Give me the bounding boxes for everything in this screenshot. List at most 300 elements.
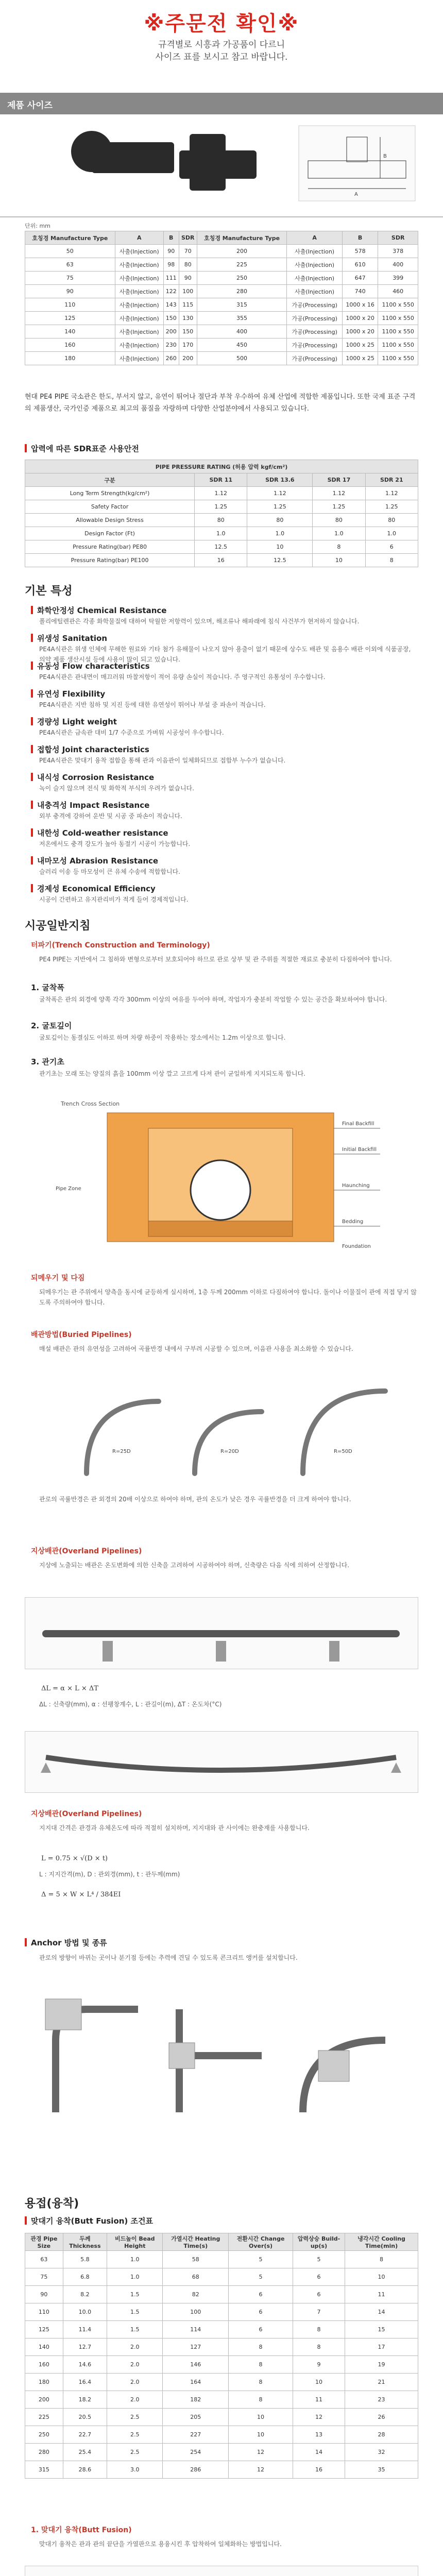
pressure-row-cell: 1.12 — [365, 487, 418, 500]
spec-row-cell: 1100 x 550 — [378, 338, 418, 352]
fusion-cell: 205 — [163, 2409, 229, 2426]
feature-text: 저온에서도 충격 강도가 높아 동절기 시공이 가능합니다. — [39, 840, 191, 848]
pressure-row-cell: 10 — [313, 554, 365, 567]
bend-lbl-b: R=20D — [220, 1449, 239, 1454]
accent-bar — [31, 689, 33, 698]
spec-row-cell: 사출(Injection) — [115, 312, 163, 325]
feature-text: PE4A식관은 맞대기 융착 접합을 통해 관과 이음관이 일체화되므로 접합부 누수가 없습니다. — [39, 757, 286, 764]
fusion-cell: 17 — [345, 2338, 418, 2356]
fusion-cell: 26 — [345, 2409, 418, 2426]
guide-sub1-text: 굴착폭은 관의 외경에 양쪽 각각 300mm 이상의 여유를 두어야 하며, 작업자가 충분히 작업할 수 있는 공간을 확보하여야 합니다. — [39, 996, 387, 1003]
trench-label: Trench Cross Section — [61, 1100, 120, 1107]
spec-row-cell: 사출(Injection) — [115, 338, 163, 352]
pressure-row-cell: Pressure Rating(bar) PE100 — [25, 554, 195, 567]
bend-lbl-a: R=25D — [112, 1449, 131, 1454]
feature-heading-text: 내충격성 Impact Resistance — [37, 801, 150, 810]
pressure-row-cell: 12.5 — [195, 540, 247, 554]
accent-bar — [31, 884, 33, 892]
guide-h4: 지상배관(Overland Pipelines) — [31, 1547, 142, 1555]
fusion-cell: 14 — [345, 2303, 418, 2321]
fusion-cell: 100 — [163, 2303, 229, 2321]
feature-heading-text: 화학안정성 Chemical Resistance — [37, 606, 167, 615]
fusion-table — [25, 2233, 418, 2479]
fusion-cell: 11.4 — [63, 2321, 107, 2338]
spec-row-cell: 가공(Processing) — [287, 298, 343, 312]
fusion-cell: 5.8 — [63, 2251, 107, 2268]
fusion-cell: 5 — [293, 2251, 345, 2268]
spec-row-cell: 사출(Injection) — [287, 285, 343, 298]
fusion-cell: 2.0 — [107, 2356, 163, 2374]
feature-heading — [31, 716, 117, 727]
support-drawing — [25, 1731, 418, 1793]
guide-p1: PE4 PIPE는 지반에서 그 침하와 변형으로부터 보호되어야 하므로 관로 상부 및 관 주위를 적절한 재료로 충분히 다짐하여야 합니다. — [39, 956, 392, 963]
fusion-cell: 6.8 — [63, 2268, 107, 2286]
accent-bar — [25, 1938, 27, 1946]
guide-p3: 매설 배관은 관의 유연성을 고려하여 곡률반경 내에서 구부려 시공할 수 있으며, 이음관 사용을 최소화할 수 있습니다. — [39, 1345, 353, 1352]
fusion-cell: 2.0 — [107, 2374, 163, 2391]
guide-p6: 관로의 방향이 바뀌는 곳이나 분기점 등에는 추력에 견딜 수 있도록 콘크리트 앵커를 설치합니다. — [39, 1954, 298, 1961]
guide-sub3: 3. 관기초 — [31, 1057, 64, 1066]
fusion-cell: 7 — [293, 2303, 345, 2321]
pressure-row-cell: Allowable Design Stress — [25, 514, 195, 527]
guide-h5: 지상배관(Overland Pipelines) — [31, 1810, 142, 1818]
spec-row-cell: 170 — [179, 338, 197, 352]
spec-th: 호칭경 Manufacture Type — [197, 231, 287, 245]
trench-lbl-a: Final Backfill — [342, 1121, 374, 1127]
fusion-cell: 200 — [25, 2391, 63, 2409]
spec-row-cell: 400 — [197, 325, 287, 338]
spec-row-cell: 1000 x 16 — [342, 298, 378, 312]
pressure-table — [25, 460, 418, 567]
spec-row-cell: 1000 x 25 — [342, 352, 378, 365]
spec-row-cell: 100 — [179, 285, 197, 298]
spec-row — [25, 285, 418, 298]
pressure-row-cell: 8 — [313, 540, 365, 554]
spec-th: B — [163, 231, 179, 245]
spec-row-cell: 111 — [163, 272, 179, 285]
fusion-cell: 225 — [25, 2409, 63, 2426]
accent-bar — [31, 606, 33, 614]
pressure-subtitle — [25, 443, 139, 454]
spec-row — [25, 325, 418, 338]
fusion-cell: 140 — [25, 2338, 63, 2356]
fusion-row — [25, 2286, 418, 2303]
spec-row — [25, 298, 418, 312]
spec-row-cell: 400 — [378, 258, 418, 272]
spec-row-cell: 가공(Processing) — [287, 325, 343, 338]
pressure-row-cell: 1.12 — [313, 487, 365, 500]
spec-row-cell: 사출(Injection) — [115, 325, 163, 338]
fusion-cell: 2.5 — [107, 2426, 163, 2444]
fusion-cell: 21 — [345, 2374, 418, 2391]
fusion-cell: 3.0 — [107, 2461, 163, 2479]
pressure-row-cell: Safety Factor — [25, 500, 195, 514]
guide-title: 시공일반지침 — [25, 920, 91, 933]
spec-row-cell: 90 — [179, 272, 197, 285]
accent-bar — [31, 856, 33, 865]
fusion-cell: 2.5 — [107, 2409, 163, 2426]
guide-p3b: 관로의 곡률반경은 관 외경의 20배 이상으로 하여야 하며, 관의 온도가 낮은 경우 곡률반경을 더 크게 하여야 합니다. — [39, 1496, 351, 1503]
spec-row-cell: 가공(Processing) — [287, 352, 343, 365]
fusion-row — [25, 2374, 418, 2391]
tab-product-size: 제품 사이즈 — [0, 93, 443, 114]
fusion-cell: 11 — [345, 2286, 418, 2303]
fusion-cell: 6 — [229, 2303, 293, 2321]
pressure-row-cell: 16 — [195, 554, 247, 567]
trench-lbl-c: Haunching — [342, 1183, 370, 1189]
spec-row-cell: 90 — [25, 285, 115, 298]
feature-text: 외부 충격에 강하여 운반 및 시공 중 파손이 적습니다. — [39, 812, 182, 820]
tee-dimension-drawing — [298, 125, 416, 202]
pressure-th: SDR 11 — [195, 473, 247, 487]
accent-bar — [25, 2216, 27, 2225]
spec-row-cell: 125 — [25, 312, 115, 325]
pressure-th: 구분 — [25, 473, 195, 487]
spec-row-cell: 399 — [378, 272, 418, 285]
spec-th: A — [115, 231, 163, 245]
accent-bar — [31, 773, 33, 781]
fusion-cell: 10 — [293, 2374, 345, 2391]
pressure-row-cell: 1.25 — [247, 500, 313, 514]
fusion-th: 냉각시간 Cooling Time(min) — [345, 2233, 418, 2251]
spec-row-cell: 143 — [163, 298, 179, 312]
spec-row-cell: 사출(Injection) — [115, 352, 163, 365]
fusion-cell: 6 — [229, 2286, 293, 2303]
pressure-row-cell: 1.12 — [195, 487, 247, 500]
fusion-h-text: 맞대기 융착(Butt Fusion) 조건표 — [31, 2216, 153, 2226]
fusion-cell: 14 — [293, 2444, 345, 2461]
fusion-cell: 35 — [345, 2461, 418, 2479]
spec-row-cell: 사출(Injection) — [115, 272, 163, 285]
pressure-row-cell: Long Term Strength(kg/cm²) — [25, 487, 195, 500]
pressure-th: SDR 13.6 — [247, 473, 313, 487]
spec-row — [25, 272, 418, 285]
product-tee-photo-2 — [92, 142, 174, 173]
spec-row-cell: 사출(Injection) — [115, 298, 163, 312]
spec-row-cell: 160 — [25, 338, 115, 352]
feature-text: 녹이 슬지 않으며 전식 및 화학적 부식의 우려가 없습니다. — [39, 785, 194, 792]
spec-row-cell: 315 — [197, 298, 287, 312]
fusion-cell: 28.6 — [63, 2461, 107, 2479]
fusion-cell: 1.5 — [107, 2286, 163, 2303]
spec-table-body — [25, 245, 418, 365]
fusion-cell: 14.6 — [63, 2356, 107, 2374]
feature-text: 슬러리 이송 등 마모성이 큰 유체 수송에 적합합니다. — [39, 868, 180, 875]
bend-lbl-c: R=50D — [334, 1449, 352, 1454]
spec-row-cell: 75 — [25, 272, 115, 285]
fusion-note1: 1. 맞대기 융착(Butt Fusion) — [31, 2526, 132, 2534]
trench-lbl-f: Pipe Zone — [56, 1186, 81, 1192]
spec-row-cell: 260 — [163, 352, 179, 365]
spec-table-header — [25, 231, 418, 245]
fusion-cell: 15 — [345, 2321, 418, 2338]
pressure-row-cell: 8 — [365, 554, 418, 567]
spec-row — [25, 312, 418, 325]
fusion-cell: 8 — [229, 2374, 293, 2391]
fusion-row — [25, 2391, 418, 2409]
spec-th: SDR — [179, 231, 197, 245]
fusion-cell: 32 — [345, 2444, 418, 2461]
fusion-cell: 8 — [229, 2356, 293, 2374]
trench-lbl-d: Bedding — [342, 1219, 364, 1225]
feature-text: 폴리에틸렌관은 각종 화학물질에 대하여 탁월한 저항력이 있으며, 해조류나 해파래에 침식 사건부가 현저하지 않습니다. — [39, 618, 360, 625]
pressure-row — [25, 554, 418, 567]
accent-bar — [31, 828, 33, 837]
fusion-cell: 22.7 — [63, 2426, 107, 2444]
guide-h6-text: Anchor 방법 및 종류 — [31, 1938, 107, 1947]
accent-bar — [31, 662, 33, 670]
spec-row-cell: 150 — [163, 312, 179, 325]
spec-row-cell: 140 — [25, 325, 115, 338]
fusion-table-body — [25, 2251, 418, 2479]
fusion-cell: 8 — [293, 2338, 345, 2356]
spec-row-cell: 1000 x 25 — [342, 338, 378, 352]
pressure-subtitle-text: 압력에 따른 SDR표준 사용안전 — [31, 444, 139, 453]
spec-row-cell: 98 — [163, 258, 179, 272]
spec-row-cell: 280 — [197, 285, 287, 298]
fusion-th: 전환시간 Change Over(s) — [229, 2233, 293, 2251]
fusion-cell: 12.7 — [63, 2338, 107, 2356]
spec-row-cell: 180 — [25, 352, 115, 365]
fusion-cell: 12 — [229, 2444, 293, 2461]
pressure-table-body — [25, 487, 418, 567]
spec-row-cell: 200 — [179, 352, 197, 365]
accent-bar — [31, 634, 33, 642]
fusion-cell: 18.2 — [63, 2391, 107, 2409]
pressure-row-cell: 1.0 — [365, 527, 418, 540]
guide-p5: 지지대 간격은 관경과 유체온도에 따라 적절히 설치하며, 지지대와 관 사이에는 완충재를 사용합니다. — [39, 1824, 310, 1832]
fusion-row — [25, 2461, 418, 2479]
pressure-row-cell: 10 — [247, 540, 313, 554]
spec-row-cell: 80 — [179, 258, 197, 272]
trench-diagram — [25, 1097, 418, 1252]
feature-text: PE4A식관은 지반 침하 및 지진 등에 대한 유연성이 뛰어나 부설 중 파손이 적습니다. — [39, 701, 266, 708]
features-title: 기본 특성 — [25, 585, 73, 598]
pressure-row-cell: 1.12 — [247, 487, 313, 500]
fusion-row — [25, 2426, 418, 2444]
feature-heading-text: 내한성 Cold-weather resistance — [37, 828, 168, 838]
notice-title: ※주문전 확인※ — [144, 12, 299, 36]
overland-drawing — [25, 1597, 418, 1669]
fusion-cell: 9 — [293, 2356, 345, 2374]
guide-sub2-text: 굴토깊이는 동결심도 이하로 하며 차량 하중이 작용하는 장소에서는 1.2m 이상으로 합니다. — [39, 1034, 286, 1041]
spec-row-cell: 사출(Injection) — [287, 245, 343, 258]
feature-text: PE4A식관은 위생 인체에 무해한 원료와 기타 첨가 유해물이 나오지 않아 용출이 없기 때문에 상수도 배관 및 음용수 배관 이외에 식품공장, 의약 제품 생산시설 등에 사용이 많이 되고 있습니다. — [39, 646, 411, 664]
feature-heading — [31, 827, 168, 838]
fusion-cell: 16.4 — [63, 2374, 107, 2391]
bend-diagram — [25, 1370, 418, 1484]
fusion-cell: 28 — [345, 2426, 418, 2444]
pressure-row-cell: 80 — [313, 514, 365, 527]
fusion-cell: 10 — [345, 2268, 418, 2286]
spec-row-cell: 200 — [197, 245, 287, 258]
fusion-cell: 5 — [229, 2268, 293, 2286]
fusion-row — [25, 2444, 418, 2461]
feature-heading-text: 유연성 Flexibility — [37, 689, 106, 699]
spec-row — [25, 338, 418, 352]
spec-th: B — [342, 231, 378, 245]
trench-lbl-e: Foundation — [342, 1244, 371, 1249]
guide-p2: 되메우기는 관 주위에서 양측을 동시에 균등하게 실시하며, 1층 두께 200mm 이하로 다짐하여야 합니다. 돌이나 이물질이 관에 직접 닿지 않도록 주의하여야 합니다. — [39, 1289, 417, 1307]
pressure-row — [25, 527, 418, 540]
fusion-cell: 6 — [229, 2321, 293, 2338]
spec-row-cell: 150 — [179, 325, 197, 338]
fusion-th: 관경 Pipe Size — [25, 2233, 63, 2251]
fusion-cell: 160 — [25, 2356, 63, 2374]
fusion-cell: 182 — [163, 2391, 229, 2409]
fusion-cell: 127 — [163, 2338, 229, 2356]
spec-row-cell: 740 — [342, 285, 378, 298]
spec-row-cell: 225 — [197, 258, 287, 272]
pressure-row-cell: 80 — [195, 514, 247, 527]
fusion-th: 두께 Thickness — [63, 2233, 107, 2251]
spec-row-cell: 사출(Injection) — [115, 245, 163, 258]
feature-heading — [31, 883, 156, 894]
fusion-cell: 1.0 — [107, 2268, 163, 2286]
spec-row — [25, 258, 418, 272]
spec-row-cell: 1100 x 550 — [378, 352, 418, 365]
spec-row-cell: 가공(Processing) — [287, 312, 343, 325]
spec-row-cell: 122 — [163, 285, 179, 298]
spec-row-cell: 647 — [342, 272, 378, 285]
fusion-cell: 90 — [25, 2286, 63, 2303]
pressure-row-cell: 1.0 — [195, 527, 247, 540]
divider — [0, 216, 443, 217]
feature-text: 시공이 간편하고 유지관리비가 적게 들어 경제적입니다. — [39, 896, 189, 903]
intro-text: 현대 PE4 PIPE 국소관은 한도, 부서지 않고, 유연이 뛰어나 절단과 부착 우수하여 유체 산업에 적합한 제품입니다. 또한 국제 표준 구격의 제품생산, 국가인증 제품으로 최고의 품질을 자랑하며 다양한 산업분야에서 사용되고 있습니다. — [25, 393, 416, 413]
pressure-row-cell: Design Factor (Ft) — [25, 527, 195, 540]
feature-heading-text: 접합성 Joint characteristics — [37, 745, 149, 754]
fusion-cell: 180 — [25, 2374, 63, 2391]
fusion-cell: 2.0 — [107, 2391, 163, 2409]
feature-heading-text: 경제성 Economical Efficiency — [37, 884, 156, 893]
pressure-row — [25, 514, 418, 527]
fusion-th: 압력상승 Build-up(s) — [293, 2233, 345, 2251]
formula-2: L = 0.75 × √(D × t) — [41, 1855, 108, 1862]
spec-row-cell: 1100 x 550 — [378, 325, 418, 338]
fusion-cell: 10.0 — [63, 2303, 107, 2321]
fusion-cell: 5 — [229, 2251, 293, 2268]
formula-2-note: L : 지지간격(m), D : 관외경(mm), t : 관두께(mm) — [39, 1871, 180, 1878]
fusion-cell: 75 — [25, 2268, 63, 2286]
spec-row-cell: 1000 x 20 — [342, 312, 378, 325]
pressure-row-cell: 1.0 — [313, 527, 365, 540]
pressure-row-cell: 12.5 — [247, 554, 313, 567]
fusion-title: 용접(융착) — [25, 2197, 79, 2210]
fusion-cell: 6 — [293, 2286, 345, 2303]
fusion-cell: 146 — [163, 2356, 229, 2374]
formula-3: Δ = 5 × W × L⁴ / 384EI — [41, 1891, 121, 1899]
fusion-cell: 10 — [229, 2409, 293, 2426]
spec-row-cell: 450 — [197, 338, 287, 352]
spec-row-cell: 610 — [342, 258, 378, 272]
fusion-cell: 10 — [229, 2426, 293, 2444]
spec-row-cell: 1000 x 20 — [342, 325, 378, 338]
spec-row-cell: 가공(Processing) — [287, 338, 343, 352]
fusion-row — [25, 2409, 418, 2426]
anchor-drawings — [25, 1978, 418, 2133]
fusion-cell: 19 — [345, 2356, 418, 2374]
fusion-cell: 125 — [25, 2321, 63, 2338]
fusion-row — [25, 2251, 418, 2268]
fusion-cell: 8 — [345, 2251, 418, 2268]
guide-h3: 배관방법(Buried Pipelines) — [31, 1331, 132, 1339]
spec-row-cell: 115 — [179, 298, 197, 312]
accent-bar — [31, 717, 33, 725]
fusion-th: 가열시간 Heating Time(s) — [163, 2233, 229, 2251]
pressure-th: SDR 21 — [365, 473, 418, 487]
notice-line-2: 사이즈 표를 보시고 참고 바랍니다. — [155, 52, 288, 62]
fusion-cell: 12 — [229, 2461, 293, 2479]
pressure-row-cell: 6 — [365, 540, 418, 554]
spec-row-cell: 63 — [25, 258, 115, 272]
spec-row-cell: 578 — [342, 245, 378, 258]
pressure-row — [25, 500, 418, 514]
spec-th: 호칭경 Manufacture Type — [25, 231, 115, 245]
notice-banner — [0, 0, 443, 62]
accent-bar — [31, 801, 33, 809]
feature-heading — [31, 855, 158, 866]
fusion-th: 비드높이 Bead Height — [107, 2233, 163, 2251]
pressure-row-cell: 1.25 — [365, 500, 418, 514]
feature-heading — [31, 800, 149, 810]
fusion-cell: 110 — [25, 2303, 63, 2321]
fusion-cell: 1.5 — [107, 2321, 163, 2338]
spec-row-cell: 250 — [197, 272, 287, 285]
fusion-cell: 1.5 — [107, 2303, 163, 2321]
fusion-cell: 8 — [229, 2391, 293, 2409]
pressure-row-cell: 1.25 — [313, 500, 365, 514]
fusion-cell: 8.2 — [63, 2286, 107, 2303]
spec-row-cell: 사출(Injection) — [115, 285, 163, 298]
fusion-cell: 164 — [163, 2374, 229, 2391]
pressure-row-cell: 1.0 — [247, 527, 313, 540]
fusion-row — [25, 2321, 418, 2338]
feature-heading — [31, 605, 166, 616]
spec-row-cell: 90 — [163, 245, 179, 258]
fusion-cell: 2.5 — [107, 2444, 163, 2461]
fusion-row — [25, 2303, 418, 2321]
fusion-cell: 114 — [163, 2321, 229, 2338]
spec-th: SDR — [378, 231, 418, 245]
fusion-row — [25, 2338, 418, 2356]
spec-row-cell: 355 — [197, 312, 287, 325]
fusion-cell: 280 — [25, 2444, 63, 2461]
feature-heading-text: 유동성 Flow characteristics — [37, 662, 150, 671]
pressure-row — [25, 487, 418, 500]
guide-sub1: 1. 굴착폭 — [31, 983, 64, 992]
guide-h1: 터파기(Trench Construction and Terminology) — [31, 941, 210, 950]
fusion-cell: 16 — [293, 2461, 345, 2479]
fusion-cell: 63 — [25, 2251, 63, 2268]
feature-heading — [31, 688, 105, 699]
accent-bar — [31, 745, 33, 753]
accent-bar — [25, 444, 27, 452]
feature-text: PE4A식관은 금속관 대비 1/7 수준으로 가벼워 시공성이 우수합니다. — [39, 729, 224, 736]
spec-row-cell: 사출(Injection) — [287, 258, 343, 272]
spec-row-cell: 사출(Injection) — [115, 258, 163, 272]
spec-row-cell: 460 — [378, 285, 418, 298]
feature-heading-text: 경량성 Light weight — [37, 717, 117, 726]
guide-p4: 지상에 노출되는 배관은 온도변화에 의한 신축을 고려하여 시공하여야 하며, 신축량은 다음 식에 의하여 산정합니다. — [39, 1562, 350, 1569]
fusion-cell: 25.4 — [63, 2444, 107, 2461]
fusion-cell: 82 — [163, 2286, 229, 2303]
spec-row — [25, 245, 418, 258]
fusion-cell: 6 — [293, 2268, 345, 2286]
fusion-cell: 8 — [293, 2321, 345, 2338]
fusion-cell: 20.5 — [63, 2409, 107, 2426]
guide-h2: 되메우기 및 다짐 — [31, 1274, 85, 1282]
